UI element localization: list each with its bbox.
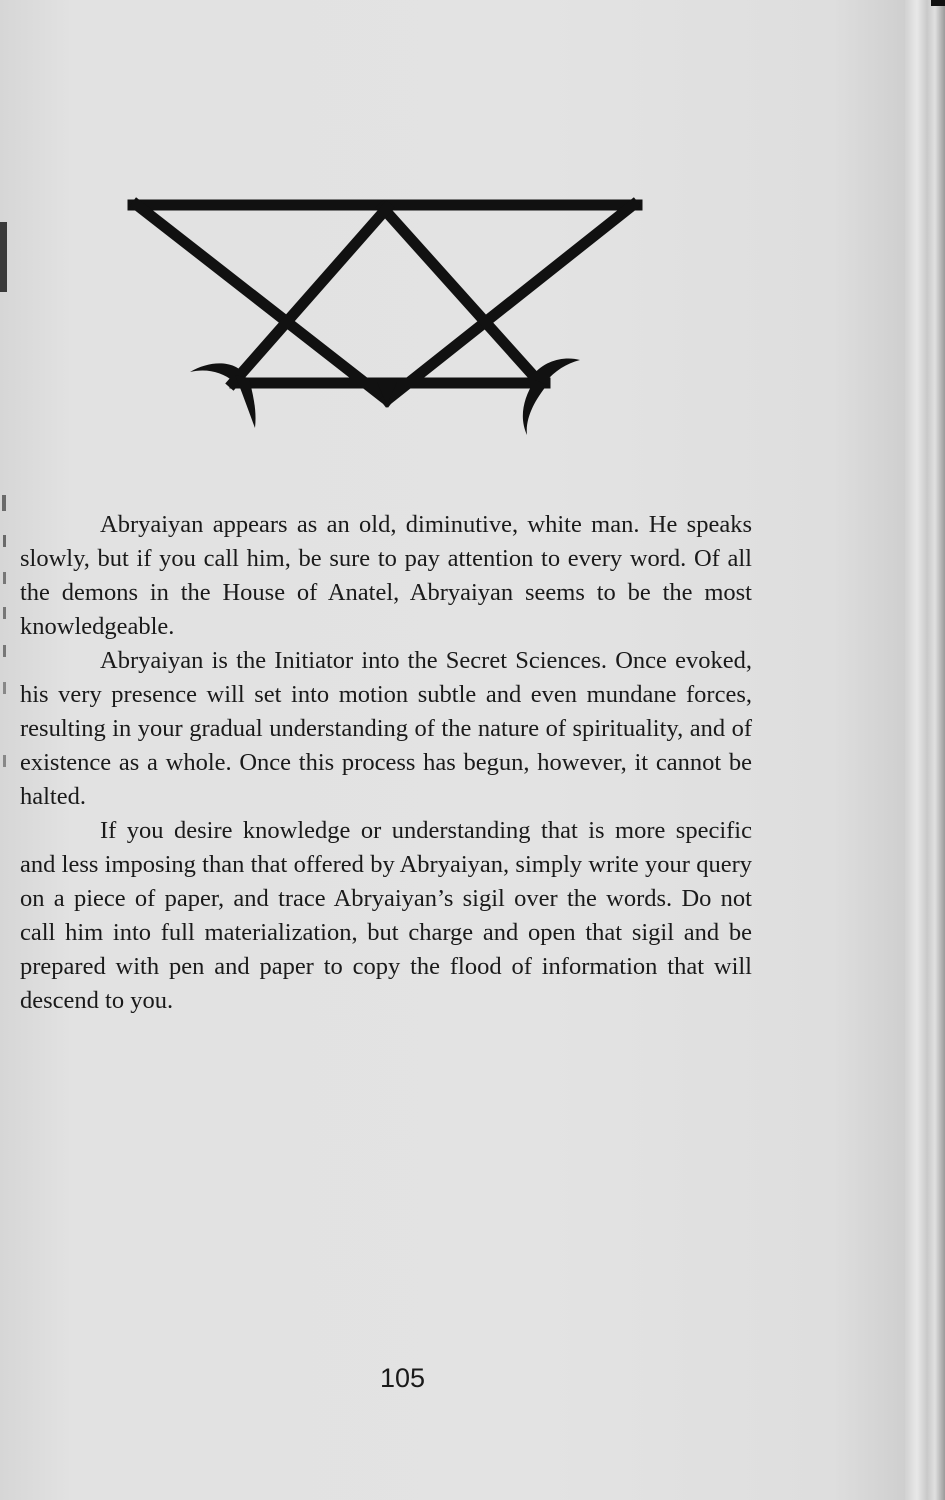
paragraph-3: If you desire knowledge or understanding that is more specific and less imposing than that offered by Abryaiyan, simply write your query on a piece of paper, and trace Abryaiyan’s sigil over the words. Do not call him into full materialization, but charge and open that sigil and be prepared with pen and paper to copy the flood of information that will descend to you. — [20, 817, 752, 1014]
paragraph-2: Abryaiyan is the Initiator into the Secret Sciences. Once evoked, his very presence will set into motion subtle and even mundane forces, resulting in your gradual understanding of the nature of spirituality, and of existence as a whole. Once this process has begun, however, it cannot be halted. — [20, 647, 752, 810]
page-number: 105 — [379, 1363, 426, 1393]
paragraph-1: Abryaiyan appears as an old, diminutive, white man. He speaks slowly, but if you call him, be sure to pay attention to every word. Of all the demons in the House of Anatel, Abryaiyan seems to be the most knowledgeable. — [20, 511, 752, 640]
body-text — [20, 508, 752, 1018]
sigil-of-abryaiyan — [125, 190, 645, 440]
page-edge-stack — [905, 0, 945, 1500]
binding-gutter-marks — [0, 0, 14, 1500]
